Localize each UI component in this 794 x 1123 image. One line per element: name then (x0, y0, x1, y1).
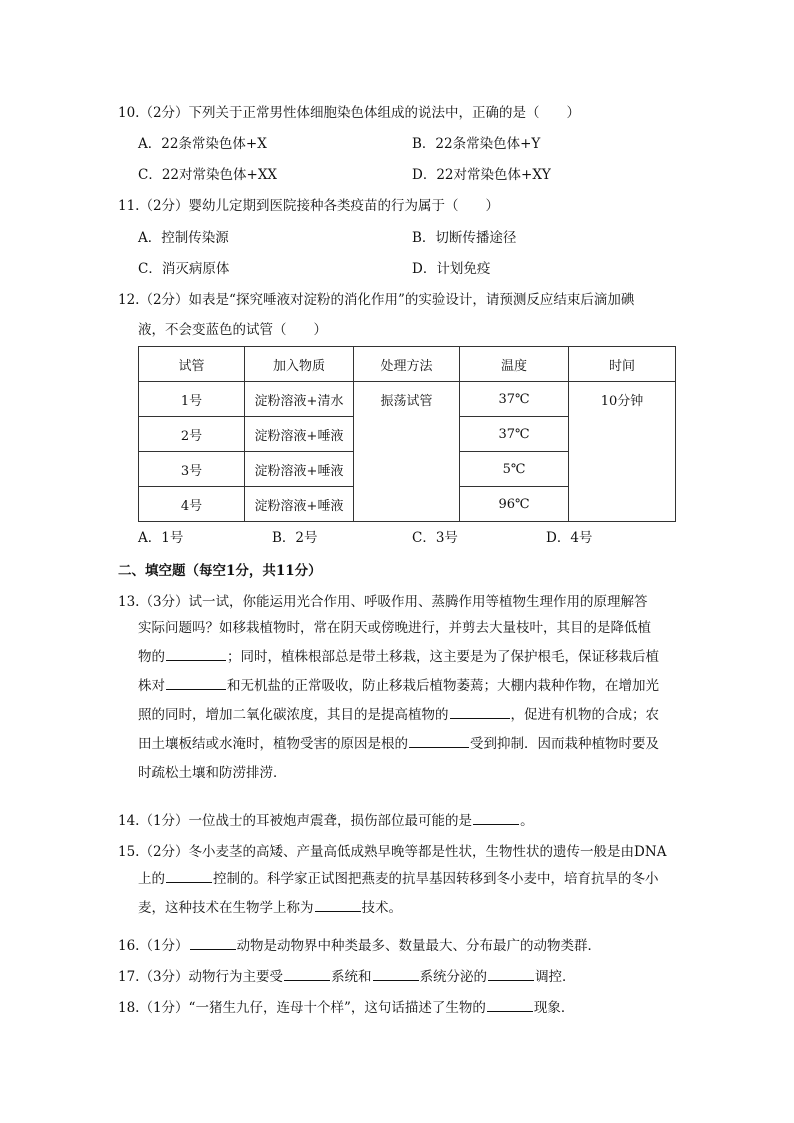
substance-cell: 淀粉溶液+清水 (245, 382, 354, 417)
tube-cell: 4号 (139, 487, 245, 522)
answer-blank[interactable] (284, 966, 330, 981)
answer-blank[interactable] (166, 646, 226, 661)
header-temperature: 温度 (460, 347, 569, 382)
q16-stem: 16.（1分） 动物是动物界中种类最多、数量最大、分布最广的动物类群． (118, 935, 601, 956)
answer-blank[interactable] (487, 997, 533, 1012)
q13-line7: 时疏松土壤和防涝排涝． (138, 765, 287, 781)
q12-option-b: B．2号 (272, 530, 318, 546)
section-title: 二、填空题（每空1分，共11分） (118, 563, 322, 579)
answer-blank[interactable] (166, 675, 226, 690)
q15-body (138, 865, 678, 923)
q11-option-b: B．切断传播途径 (412, 230, 517, 246)
q13-line2: 实际问题吗？如移栽植物时，常在阴天或傍晚进行，并剪去大量枝叶，其目的是降低植 (138, 620, 651, 636)
table-row (139, 382, 676, 417)
q15-line3: 麦，这种技术在生物学上称为 技术。 (138, 894, 678, 923)
q15-line2: 上的 控制的。科学家正试图把燕麦的抗旱基因转移到冬小麦中，培育抗旱的冬小 (138, 865, 678, 894)
q13-body (138, 614, 678, 788)
header-method: 处理方法 (354, 347, 460, 382)
header-tube: 试管 (139, 347, 245, 382)
q13-line1: 13.（3分）试一试，你能运用光合作用、呼吸作用、蒸腾作用等植物生理作用的原理解答 (118, 594, 648, 610)
answer-blank[interactable] (166, 868, 212, 883)
q11-option-d: D．计划免疫 (412, 261, 491, 277)
answer-blank[interactable] (488, 966, 534, 981)
temperature-cell: 5℃ (460, 452, 569, 487)
q12-option-d: D．4号 (546, 530, 593, 546)
answer-blank[interactable] (409, 733, 469, 748)
q13-line4: 株对 和无机盐的正常吸收，防止移栽后植物萎蔫；大棚内栽种作物，在增加光 (138, 672, 678, 701)
q12-stem-line2: 液，不会变蓝色的试管（ ） (138, 322, 327, 338)
q15-line1: 15.（2分）冬小麦茎的高矮、产量高低成熟早晚等都是性状，生物性状的遗传一般是由DNA (118, 844, 667, 860)
temperature-cell: 96℃ (460, 487, 569, 522)
q12-option-a: A．1号 (138, 530, 184, 546)
q11-stem: 11.（2分）婴幼儿定期到医院接种各类疫苗的行为属于（ ） (118, 198, 500, 214)
q13-line3: 物的 ；同时，植株根部总是带土移栽，这主要是为了保护根毛，保证移栽后植 (138, 643, 678, 672)
q12-option-c: C．3号 (412, 530, 458, 546)
time-cell: 10分钟 (569, 382, 676, 522)
substance-cell: 淀粉溶液+唾液 (245, 417, 354, 452)
method-cell: 振荡试管 (354, 382, 460, 522)
q14-stem: 14.（1分）一位战士的耳被炮声震聋，损伤部位最可能的是 。 (118, 810, 534, 831)
substance-cell: 淀粉溶液+唾液 (245, 487, 354, 522)
answer-blank[interactable] (450, 704, 510, 719)
answer-blank[interactable] (190, 935, 236, 950)
experiment-table (138, 346, 676, 522)
q18-stem: 18.（1分）“一猪生九仔，连母十个样”，这句话描述了生物的 现象． (118, 997, 574, 1018)
q10-option-a: A．22条常染色体+X (138, 136, 267, 152)
tube-cell: 2号 (139, 417, 245, 452)
header-time: 时间 (569, 347, 676, 382)
temperature-cell: 37℃ (460, 382, 569, 417)
substance-cell: 淀粉溶液+唾液 (245, 452, 354, 487)
q10-option-d: D．22对常染色体+XY (412, 167, 551, 183)
q10-stem: 10.（2分）下列关于正常男性体细胞染色体组成的说法中，正确的是（ ） (118, 105, 581, 121)
q13-line5: 照的同时，增加二氧化碳浓度，其目的是提高植物的 ，促进有机物的合成；农 (138, 701, 678, 730)
q11-option-c: C．消灭病原体 (138, 261, 230, 277)
table-header-row (139, 347, 676, 382)
q10-option-b: B．22条常染色体+Y (412, 136, 541, 152)
q13-line6: 田土壤板结或水淹时，植物受害的原因是根的 受到抑制．因而栽种植物时要及 (138, 730, 678, 759)
temperature-cell: 37℃ (460, 417, 569, 452)
q12-stem-line1: 12.（2分）如表是“探究唾液对淀粉的消化作用”的实验设计，请预测反应结束后滴加碘 (118, 292, 635, 308)
tube-cell: 3号 (139, 452, 245, 487)
q10-option-c: C．22对常染色体+XX (138, 167, 278, 183)
q17-stem: 17.（3分）动物行为主要受 系统和 系统分泌的 调控． (118, 966, 576, 987)
answer-blank[interactable] (315, 897, 361, 912)
answer-blank[interactable] (373, 966, 419, 981)
header-substance: 加入物质 (245, 347, 354, 382)
tube-cell: 1号 (139, 382, 245, 417)
answer-blank[interactable] (473, 810, 519, 825)
q11-option-a: A．控制传染源 (138, 230, 229, 246)
